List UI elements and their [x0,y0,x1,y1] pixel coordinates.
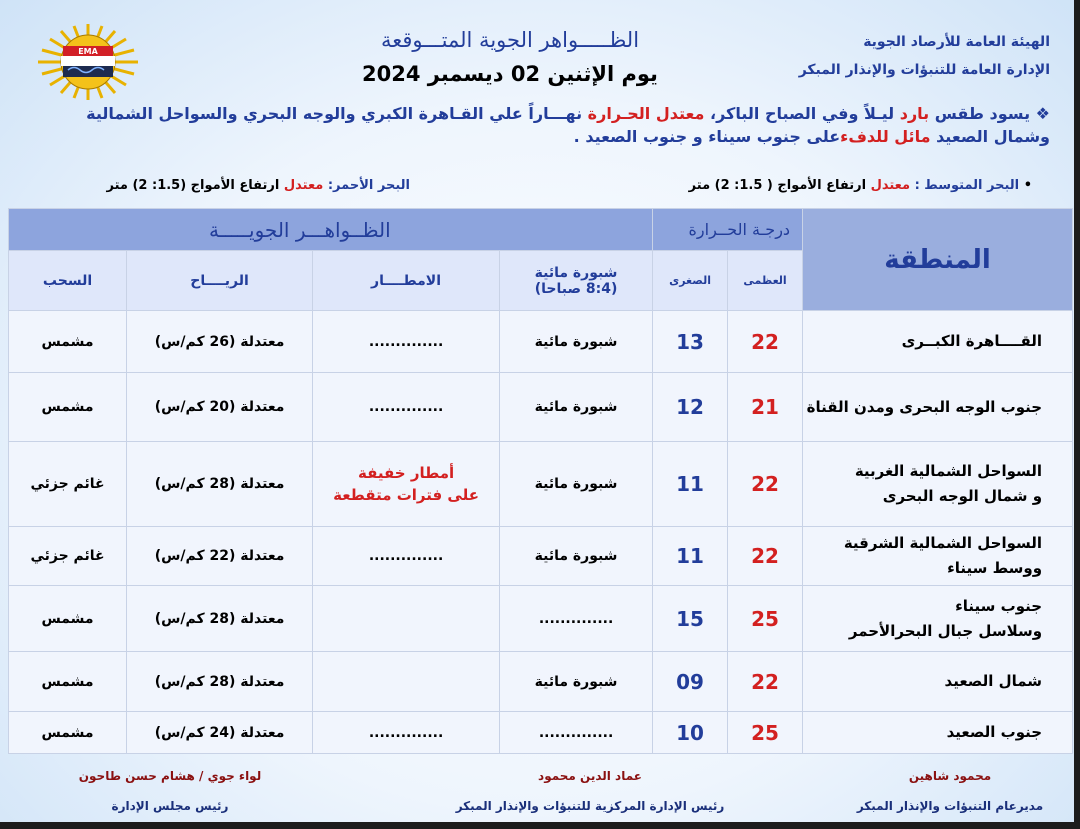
rain: .............. [368,724,444,741]
table-row [9,527,1073,586]
table-row [9,373,1073,442]
rain-cell [313,712,500,754]
region-name: السواحل الشمالية الشرقية [843,534,1043,552]
sea-state: معتدل [870,178,911,193]
fog: شبورة مائية [500,311,653,373]
rain-header: الامطــــار [313,251,500,311]
region-name: جنوب الوجه البحرى ومدن القناة [806,397,1043,416]
wave-height: ارتفاع الأمواج (1.5: 2) متر [106,178,280,193]
min-temp: 09 [653,652,728,712]
rain: أمطار خفيفة [357,464,455,482]
fog: شبورة مائية [500,652,653,712]
org-department: الإدارة العامة للتنبؤات والإنذار المبكر [798,62,1050,78]
clouds: مشمس [9,652,127,712]
logo-text: EMA [78,47,98,56]
summary-part: يسود طقس [934,104,1031,123]
rain-cell [313,527,500,586]
wind: معتدلة (28 كم/س) [127,442,313,527]
min-temp: 13 [653,311,728,373]
forecast-table [8,208,1073,754]
max-temp: 25 [728,712,803,754]
rain: .............. [368,399,444,415]
fog-header-time: (8:4 صباحا) [534,280,618,297]
phenomena-header: الظــواهـــر الجويـــــة [9,209,653,251]
max-temp: 22 [728,527,803,586]
fog: شبورة مائية [500,527,653,586]
fog-header-label: شبورة مائية [534,264,618,281]
summary-part: نهـــاراً علي القـاهرة الكبري والوجه البحري والسواحل الشمالية وشمال الصعيد [86,104,1050,146]
region-name-line2: ووسط سيناء [947,559,1043,577]
region-cell [803,311,1073,373]
wind: معتدلة (22 كم/س) [127,527,313,586]
summary-highlight: معتدل الحـرارة [587,104,705,123]
forecast-date: يوم الإثنين 02 ديسمبر 2024 [362,62,658,86]
region-name-line2: و شمال الوجه البحرى [882,487,1043,505]
region-name: جنوب سيناء [955,596,1043,615]
table-row [9,586,1073,652]
min-temp-header: الصغرى [653,251,728,311]
region-cell [803,373,1073,442]
wave-height: ارتفاع الأمواج ( 1.5: 2) متر [688,178,867,193]
rain: .............. [368,333,444,350]
wind: معتدلة (28 كم/س) [127,652,313,712]
signature-3-title: رئيس مجلس الإدارة [111,799,229,813]
summary-highlight: بارد [899,104,930,123]
bullet-icon: • [1023,178,1032,193]
signature-2-name: عماد الدين محمود [538,769,642,783]
sea-label: البحر المتوسط : [914,178,1020,193]
wind: معتدلة (24 كم/س) [127,712,313,754]
sea-state: معتدل [283,178,324,193]
bullet-icon: ❖ [1035,104,1050,123]
clouds: مشمس [9,586,127,652]
max-temp-header: العظمى [728,251,803,311]
org-name: الهيئة العامة للأرصاد الجوية [863,34,1050,50]
rain-cell [313,586,500,652]
wind-header: الريــــاح [127,251,313,311]
ema-logo-icon [32,22,144,102]
region-cell [803,442,1073,527]
summary-part: على جنوب سيناء و جنوب الصعيد . [573,127,841,146]
rain: .............. [368,548,444,564]
max-temp: 25 [728,586,803,652]
max-temp: 22 [728,311,803,373]
wind: معتدلة (20 كم/س) [127,373,313,442]
clouds: مشمس [9,712,127,754]
clouds: غائم جزئي [9,442,127,527]
clouds: غائم جزئي [9,527,127,586]
signature-3-name: لواء جوي / هشام حسن طاحون [78,769,262,783]
region-cell [803,527,1073,586]
signature-2-title: رئيس الإدارة المركزية للتنبؤات والإنذار المبكر [455,799,725,813]
wind: معتدلة (26 كم/س) [127,311,313,373]
clouds: مشمس [9,311,127,373]
table-row [9,442,1073,527]
region-name: القــــاهرة الكبــرى [901,332,1043,350]
rain-cell [313,442,500,527]
summary-highlight: مائل للدفء [840,127,931,146]
rain-line2: على فترات متقطعة [333,486,479,504]
min-temp: 15 [653,586,728,652]
region-name: السواحل الشمالية الغربية [854,462,1043,480]
max-temp: 22 [728,652,803,712]
fog: شبورة مائية [500,442,653,527]
region-header: المنطقة [803,209,1073,311]
mediterranean-sea-state [560,178,1032,193]
max-temp: 21 [728,373,803,442]
min-temp: 12 [653,373,728,442]
min-temp: 10 [653,712,728,754]
summary-part: ليـلاً وفي الصباح الباكر، [710,104,895,123]
weather-summary [30,102,1050,148]
signature-1-title: مديرعام التنبؤات والإنذار المبكر [856,799,1044,813]
fog: .............. [500,712,653,754]
region-cell [803,712,1073,754]
fog: شبورة مائية [500,373,653,442]
sea-label: البحر الأحمر: [327,178,410,193]
clouds-header: السحب [9,251,127,311]
region-cell [803,586,1073,652]
signature-1-name: محمود شاهين [908,769,992,783]
temperature-header: درجـة الحــرارة [653,209,803,251]
fog: .............. [500,586,653,652]
page-title: الظـــــواهر الجوية المتـــوقعة [380,28,640,52]
region-name: شمال الصعيد [944,672,1043,690]
fog-header [500,251,653,311]
rain-cell [313,652,500,712]
table-row [9,712,1073,754]
clouds: مشمس [9,373,127,442]
rain-cell [313,373,500,442]
region-cell [803,652,1073,712]
min-temp: 11 [653,527,728,586]
max-temp: 22 [728,442,803,527]
region-name: جنوب الصعيد [946,723,1043,741]
wind: معتدلة (28 كم/س) [127,586,313,652]
red-sea-state [30,178,410,193]
table-row [9,311,1073,373]
min-temp: 11 [653,442,728,527]
frame-edge-bottom [0,822,1080,829]
region-name-line2: وسلاسل جبال البحرالأحمر [848,621,1043,640]
rain-cell [313,311,500,373]
frame-edge-right [1074,0,1080,829]
table-row [9,652,1073,712]
